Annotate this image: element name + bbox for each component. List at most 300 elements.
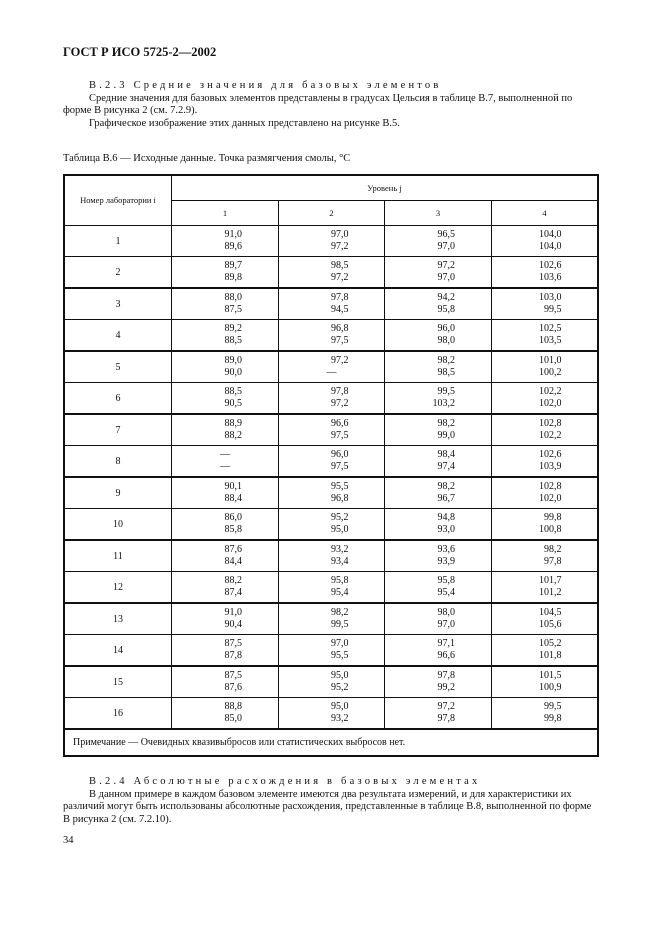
measurement-value: 97,8 (437, 670, 455, 681)
value-cell (172, 509, 279, 541)
value-cell (172, 572, 279, 604)
lab-number: 14 (64, 635, 172, 667)
value-pair (208, 292, 242, 316)
table-row (64, 572, 598, 604)
measurement-value: 97,2 (437, 260, 455, 271)
value-pair (208, 449, 242, 473)
measurement-value: 87,8 (224, 650, 242, 661)
table-row (64, 226, 598, 257)
value-pair (208, 323, 242, 347)
paragraph: В данном примере в каждом базовом элементе имеются два результата измерений, и для характеристики их различий могут быть использованы абсолютные расхождения, представленные в таблице В.8, выполненной по форме В рисунка 2 (см. 7.2.10). (63, 788, 592, 825)
measurement-value: 102,2 (539, 430, 562, 441)
level-header: 2 (279, 201, 385, 226)
value-pair (315, 670, 349, 694)
measurement-value: 101,5 (539, 670, 562, 681)
measurement-value: 105,6 (539, 619, 562, 630)
measurement-value: 100,9 (539, 682, 562, 693)
value-pair (421, 386, 455, 410)
value-cell (385, 446, 492, 478)
measurement-value: 95,4 (437, 587, 455, 598)
measurement-value: 85,8 (224, 524, 242, 535)
value-cell (385, 257, 492, 289)
value-cell (172, 320, 279, 352)
lab-number: 16 (64, 698, 172, 730)
value-cell (385, 603, 492, 635)
measurement-value: 87,5 (224, 670, 242, 681)
value-cell (279, 383, 385, 415)
value-pair (528, 386, 562, 410)
value-cell (279, 603, 385, 635)
measurement-value: 102,5 (539, 323, 562, 334)
measurement-value: 103,9 (539, 461, 562, 472)
measurement-value: — (220, 461, 230, 472)
table-row (64, 540, 598, 572)
value-cell (492, 666, 599, 698)
measurement-value: 93,6 (437, 544, 455, 555)
value-pair (528, 292, 562, 316)
level-header: 4 (492, 201, 599, 226)
value-pair (421, 229, 455, 253)
value-cell (492, 257, 599, 289)
table-note-row (64, 729, 598, 756)
value-pair (421, 449, 455, 473)
value-pair (315, 481, 349, 505)
paragraph: Графическое изображение этих данных представлено на рисунке В.5. (89, 117, 400, 129)
measurement-value: 98,2 (437, 355, 455, 366)
measurement-value: 94,2 (437, 292, 455, 303)
measurement-value: 101,7 (539, 575, 562, 586)
value-cell (172, 226, 279, 257)
value-pair (208, 607, 242, 631)
measurement-value: 98,0 (437, 607, 455, 618)
measurement-value: 90,1 (224, 481, 242, 492)
value-cell (492, 320, 599, 352)
value-pair (315, 418, 349, 442)
value-pair (421, 670, 455, 694)
value-cell (492, 477, 599, 509)
measurement-value: 95,4 (331, 587, 349, 598)
value-cell (492, 288, 599, 320)
value-cell (172, 383, 279, 415)
value-cell (492, 509, 599, 541)
section-title: В.2.3 Средние значения для базовых элементов (89, 80, 442, 91)
value-cell (172, 666, 279, 698)
value-pair (208, 418, 242, 442)
value-pair (528, 418, 562, 442)
value-pair (421, 292, 455, 316)
measurement-value: 95,2 (331, 512, 349, 523)
measurement-value: 95,8 (437, 575, 455, 586)
value-pair (315, 449, 349, 473)
value-pair (421, 638, 455, 662)
measurement-value: 102,2 (539, 386, 562, 397)
value-cell (492, 603, 599, 635)
table-row (64, 288, 598, 320)
value-pair (315, 323, 349, 347)
measurement-value: 88,4 (224, 493, 242, 504)
value-cell (172, 477, 279, 509)
section-b23 (63, 80, 599, 130)
value-cell (279, 257, 385, 289)
value-cell (279, 698, 385, 730)
measurement-value: 87,5 (224, 304, 242, 315)
table-row (64, 320, 598, 352)
value-pair (421, 260, 455, 284)
measurement-value: 100,2 (539, 367, 562, 378)
lab-number: 7 (64, 414, 172, 446)
value-pair (208, 701, 242, 725)
measurement-value: 105,2 (539, 638, 562, 649)
lab-number: 4 (64, 320, 172, 352)
lab-number: 1 (64, 226, 172, 257)
table-row (64, 635, 598, 667)
measurement-value: 99,5 (437, 386, 455, 397)
value-pair (315, 229, 349, 253)
measurement-value: 99,0 (437, 430, 455, 441)
measurement-value: 96,6 (437, 650, 455, 661)
value-pair (421, 575, 455, 599)
lab-number: 10 (64, 509, 172, 541)
measurement-value: 97,0 (437, 619, 455, 630)
measurement-value: 103,0 (539, 292, 562, 303)
lab-number: 6 (64, 383, 172, 415)
value-cell (172, 414, 279, 446)
measurement-value: 98,4 (437, 449, 455, 460)
measurement-value: 94,5 (331, 304, 349, 315)
value-cell (492, 635, 599, 667)
lab-number: 13 (64, 603, 172, 635)
section-b24 (63, 776, 599, 826)
value-cell (279, 351, 385, 383)
measurement-value: 88,0 (224, 292, 242, 303)
value-pair (528, 260, 562, 284)
value-cell (385, 383, 492, 415)
measurement-value: 104,0 (539, 229, 562, 240)
table-row (64, 257, 598, 289)
value-cell (385, 572, 492, 604)
value-cell (492, 540, 599, 572)
measurement-value: 89,6 (224, 241, 242, 252)
measurement-value: 98,5 (331, 260, 349, 271)
lab-number: 8 (64, 446, 172, 478)
measurement-value: 89,8 (224, 272, 242, 283)
value-pair (528, 512, 562, 536)
value-pair (528, 638, 562, 662)
value-pair (208, 355, 242, 379)
value-cell (172, 540, 279, 572)
measurement-value: 96,8 (331, 493, 349, 504)
column-header-level: Уровень j (172, 175, 599, 201)
measurement-value: 97,0 (331, 229, 349, 240)
table-note: Примечание — Очевидных квазивыбросов или статистических выбросов нет. (64, 729, 598, 756)
measurement-value: 95,2 (331, 682, 349, 693)
value-pair (208, 260, 242, 284)
measurement-value: 88,2 (224, 430, 242, 441)
measurement-value: 97,5 (331, 461, 349, 472)
measurement-value: 97,1 (437, 638, 455, 649)
value-pair (315, 512, 349, 536)
table-row (64, 414, 598, 446)
measurement-value: 95,8 (331, 575, 349, 586)
measurement-value: 86,0 (224, 512, 242, 523)
column-header-lab: Номер лаборатории i (64, 175, 172, 226)
value-cell (385, 509, 492, 541)
value-pair (421, 418, 455, 442)
value-pair (315, 638, 349, 662)
measurement-value: 98,5 (437, 367, 455, 378)
section-title: В.2.4 Абсолютные расхождения в базовых элементах (89, 776, 481, 787)
value-cell (279, 477, 385, 509)
measurement-value: 97,2 (331, 241, 349, 252)
measurement-value: 103,2 (432, 398, 455, 409)
document-header: ГОСТ Р ИСО 5725-2—2002 (63, 45, 217, 59)
measurement-value: 87,6 (224, 544, 242, 555)
measurement-value: 95,5 (331, 481, 349, 492)
measurement-value: 102,8 (539, 481, 562, 492)
measurement-value: 94,8 (437, 512, 455, 523)
value-pair (208, 386, 242, 410)
measurement-value: 99,8 (544, 512, 562, 523)
measurement-value: 95,8 (437, 304, 455, 315)
measurement-value: 90,5 (224, 398, 242, 409)
measurement-value: 97,2 (331, 355, 349, 366)
measurement-value: 97,2 (331, 272, 349, 283)
value-pair (528, 355, 562, 379)
value-pair (421, 607, 455, 631)
measurement-value: 99,5 (544, 701, 562, 712)
value-pair (208, 544, 242, 568)
measurement-value: 102,6 (539, 449, 562, 460)
measurement-value: 96,0 (331, 449, 349, 460)
value-pair (208, 481, 242, 505)
value-cell (279, 226, 385, 257)
measurement-value: 95,0 (331, 670, 349, 681)
measurement-value: 97,2 (331, 398, 349, 409)
value-pair (421, 355, 455, 379)
measurement-value: 99,5 (544, 304, 562, 315)
value-cell (385, 288, 492, 320)
value-cell (279, 540, 385, 572)
measurement-value: 95,0 (331, 701, 349, 712)
value-pair (528, 544, 562, 568)
value-pair (528, 670, 562, 694)
measurement-value: 89,7 (224, 260, 242, 271)
value-cell (279, 320, 385, 352)
measurement-value: 97,8 (331, 292, 349, 303)
measurement-value: 95,5 (331, 650, 349, 661)
measurement-value: 88,2 (224, 575, 242, 586)
table-row (64, 351, 598, 383)
lab-number: 2 (64, 257, 172, 289)
value-cell (279, 509, 385, 541)
measurement-value: 97,8 (544, 556, 562, 567)
measurement-value: 87,5 (224, 638, 242, 649)
value-pair (208, 670, 242, 694)
measurement-value: 104,0 (539, 241, 562, 252)
measurement-value: 98,2 (331, 607, 349, 618)
value-cell (492, 226, 599, 257)
measurement-value: 97,5 (331, 430, 349, 441)
data-table (63, 174, 599, 757)
value-cell (279, 288, 385, 320)
paragraph: Средние значения для базовых элементов представлены в градусах Цельсия в таблице В.7, выполненной по форме В рисунка 2 (см. 7.2.9). (63, 92, 573, 116)
measurement-value: 87,4 (224, 587, 242, 598)
value-cell (492, 446, 599, 478)
value-cell (492, 351, 599, 383)
measurement-value: 99,8 (544, 713, 562, 724)
value-cell (385, 635, 492, 667)
measurement-value: 97,5 (331, 335, 349, 346)
table-row (64, 446, 598, 478)
value-pair (315, 355, 349, 379)
measurement-value: 88,9 (224, 418, 242, 429)
measurement-value: 100,8 (539, 524, 562, 535)
measurement-value: 98,2 (437, 481, 455, 492)
value-pair (528, 575, 562, 599)
lab-number: 11 (64, 540, 172, 572)
value-pair (421, 701, 455, 725)
table-row (64, 509, 598, 541)
measurement-value: 102,0 (539, 398, 562, 409)
measurement-value: 97,0 (437, 272, 455, 283)
value-pair (528, 449, 562, 473)
measurement-value: 91,0 (224, 229, 242, 240)
value-cell (172, 635, 279, 667)
lab-number: 15 (64, 666, 172, 698)
measurement-value: 84,4 (224, 556, 242, 567)
value-cell (492, 572, 599, 604)
measurement-value: 93,2 (331, 544, 349, 555)
measurement-value: 99,5 (331, 619, 349, 630)
value-cell (385, 414, 492, 446)
measurement-value: 90,0 (224, 367, 242, 378)
measurement-value: 88,5 (224, 335, 242, 346)
measurement-value: 103,6 (539, 272, 562, 283)
value-cell (385, 320, 492, 352)
value-pair (528, 229, 562, 253)
measurement-value: 96,0 (437, 323, 455, 334)
level-header: 1 (172, 201, 279, 226)
table-row (64, 383, 598, 415)
measurement-value: 93,9 (437, 556, 455, 567)
value-pair (421, 481, 455, 505)
lab-number: 3 (64, 288, 172, 320)
measurement-value: 98,0 (437, 335, 455, 346)
measurement-value: 102,0 (539, 493, 562, 504)
lab-number: 5 (64, 351, 172, 383)
value-pair (528, 481, 562, 505)
value-pair (315, 575, 349, 599)
value-cell (279, 572, 385, 604)
value-pair (528, 323, 562, 347)
measurement-value: 96,7 (437, 493, 455, 504)
measurement-value: 99,2 (437, 682, 455, 693)
value-pair (528, 701, 562, 725)
table-row (64, 698, 598, 730)
measurement-value: 102,8 (539, 418, 562, 429)
measurement-value: 97,0 (437, 241, 455, 252)
level-header: 3 (385, 201, 492, 226)
measurement-value: 96,6 (331, 418, 349, 429)
value-cell (385, 540, 492, 572)
value-cell (279, 414, 385, 446)
measurement-value: 93,0 (437, 524, 455, 535)
value-cell (385, 666, 492, 698)
lab-number: 9 (64, 477, 172, 509)
value-cell (492, 414, 599, 446)
value-cell (172, 257, 279, 289)
measurement-value: 103,5 (539, 335, 562, 346)
measurement-value: 102,6 (539, 260, 562, 271)
value-pair (528, 607, 562, 631)
table-caption: Таблица В.6 — Исходные данные. Точка размягчения смолы, °С (63, 153, 351, 164)
measurement-value: 101,0 (539, 355, 562, 366)
value-pair (208, 575, 242, 599)
table-row (64, 603, 598, 635)
measurement-value: 97,8 (437, 713, 455, 724)
lab-number: 12 (64, 572, 172, 604)
measurement-value: 97,8 (331, 386, 349, 397)
value-pair (421, 323, 455, 347)
value-cell (279, 635, 385, 667)
page-number: 34 (63, 835, 74, 846)
measurement-value: 93,4 (331, 556, 349, 567)
measurement-value: 96,8 (331, 323, 349, 334)
value-cell (385, 477, 492, 509)
value-pair (208, 638, 242, 662)
measurement-value: 93,2 (331, 713, 349, 724)
measurement-value: 97,4 (437, 461, 455, 472)
value-pair (421, 544, 455, 568)
measurement-value: — (220, 449, 230, 460)
value-pair (208, 229, 242, 253)
value-cell (279, 446, 385, 478)
measurement-value: 101,2 (539, 587, 562, 598)
measurement-value: 101,8 (539, 650, 562, 661)
value-cell (172, 446, 279, 478)
measurement-value: 91,0 (224, 607, 242, 618)
value-pair (315, 386, 349, 410)
measurement-value: 89,0 (224, 355, 242, 366)
measurement-value: 98,2 (437, 418, 455, 429)
measurement-value: 97,2 (437, 701, 455, 712)
measurement-value: 90,4 (224, 619, 242, 630)
value-cell (492, 383, 599, 415)
value-cell (172, 288, 279, 320)
measurement-value: 104,5 (539, 607, 562, 618)
table-row (64, 666, 598, 698)
measurement-value: 87,6 (224, 682, 242, 693)
value-pair (315, 701, 349, 725)
value-pair (315, 544, 349, 568)
measurement-value: 85,0 (224, 713, 242, 724)
value-cell (172, 603, 279, 635)
measurement-value: 88,8 (224, 701, 242, 712)
measurement-value: 95,0 (331, 524, 349, 535)
value-pair (208, 512, 242, 536)
value-cell (492, 698, 599, 730)
measurement-value: 98,2 (544, 544, 562, 555)
measurement-value: 89,2 (224, 323, 242, 334)
measurement-value: 97,0 (331, 638, 349, 649)
value-cell (279, 666, 385, 698)
measurement-value: 96,5 (437, 229, 455, 240)
value-cell (385, 698, 492, 730)
value-cell (172, 698, 279, 730)
table-row (64, 477, 598, 509)
value-cell (385, 226, 492, 257)
value-pair (315, 260, 349, 284)
